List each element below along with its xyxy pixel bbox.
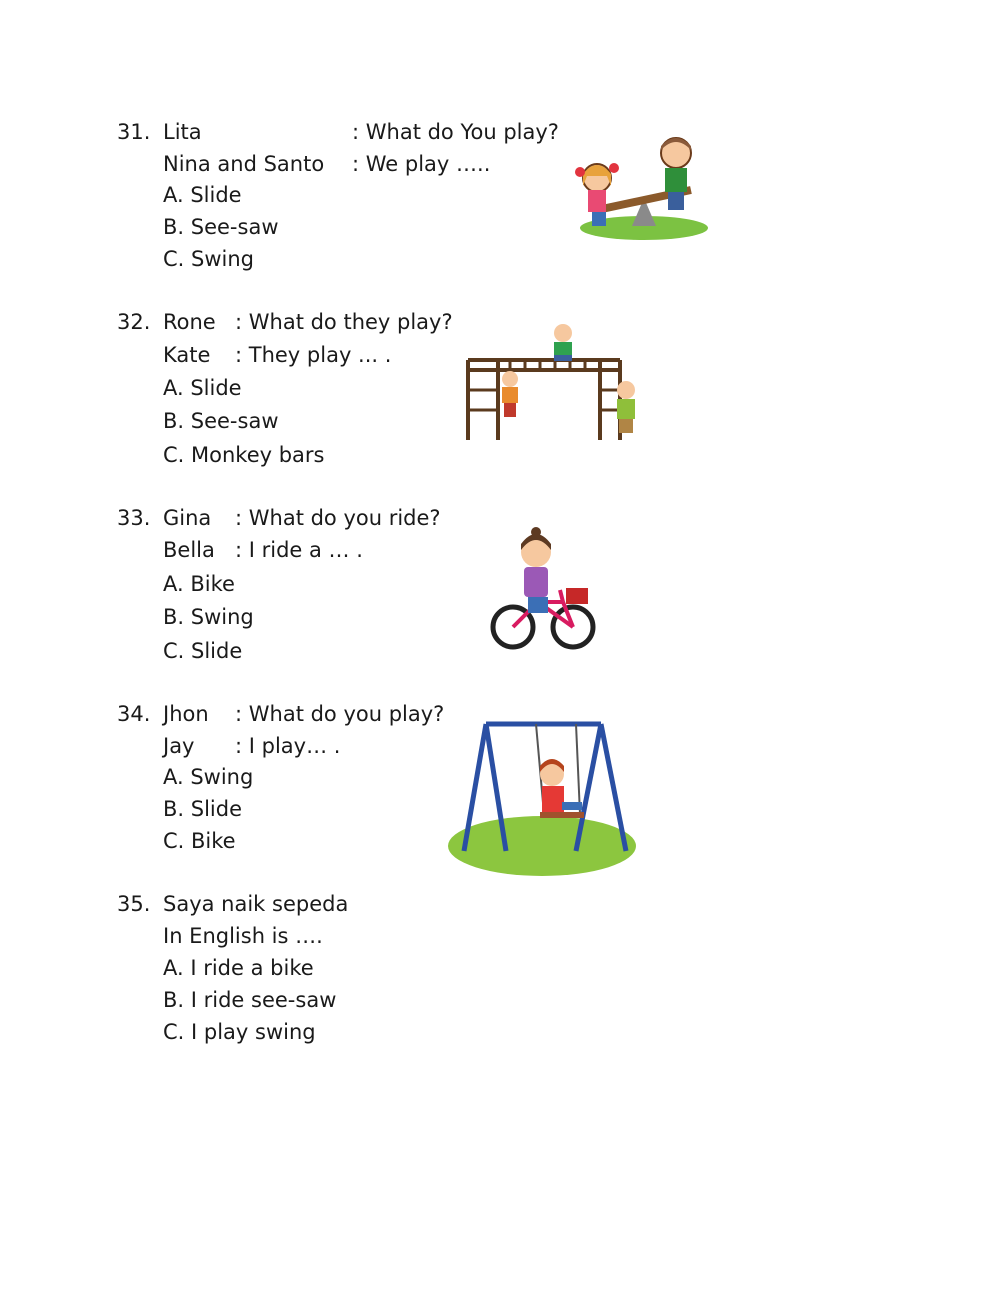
question-number: 33. [117,506,151,530]
dialogue-line: : What do You play? [352,120,559,144]
question-prompt-line-2: In English is …. [163,924,323,948]
option-b[interactable]: B. I ride see-saw [163,988,337,1012]
speaker-name: Bella [163,538,215,562]
dialogue-line: : What do you ride? [235,506,441,530]
option-a[interactable]: A. Slide [163,183,242,207]
dialogue-line: : What do you play? [235,702,445,726]
seesaw-illustration [572,128,712,243]
option-c[interactable]: C. I play swing [163,1020,316,1044]
question-number: 31. [117,120,151,144]
speaker-name: Kate [163,343,211,367]
speaker-name: Rone [163,310,216,334]
speaker-name: Jhon [163,702,209,726]
dialogue-line: : I ride a … . [235,538,363,562]
dialogue-line: : I play… . [235,734,341,758]
option-c[interactable]: C. Bike [163,829,236,853]
question-number: 32. [117,310,151,334]
monkey-bars-illustration [460,315,645,450]
swing-illustration [446,716,638,878]
speaker-name: Lita [163,120,202,144]
dialogue-line: : What do they play? [235,310,453,334]
bike-illustration [488,522,603,654]
speaker-name: Gina [163,506,212,530]
question-number: 35. [117,892,151,916]
speaker-name: Jay [163,734,195,758]
option-c[interactable]: C. Monkey bars [163,443,325,467]
option-c[interactable]: C. Slide [163,639,243,663]
option-a[interactable]: A. I ride a bike [163,956,314,980]
option-c[interactable]: C. Swing [163,247,254,271]
speaker-name: Nina and Santo [163,152,325,176]
dialogue-line: : They play ... . [235,343,392,367]
question-number: 34. [117,702,151,726]
option-b[interactable]: B. Swing [163,605,254,629]
option-b[interactable]: B. Slide [163,797,243,821]
option-a[interactable]: A. Bike [163,572,235,596]
dialogue-line: : We play ….. [352,152,491,176]
option-a[interactable]: A. Slide [163,376,242,400]
option-a[interactable]: A. Swing [163,765,254,789]
option-b[interactable]: B. See-saw [163,409,279,433]
question-prompt: Saya naik sepeda [163,892,349,916]
option-b[interactable]: B. See-saw [163,215,279,239]
